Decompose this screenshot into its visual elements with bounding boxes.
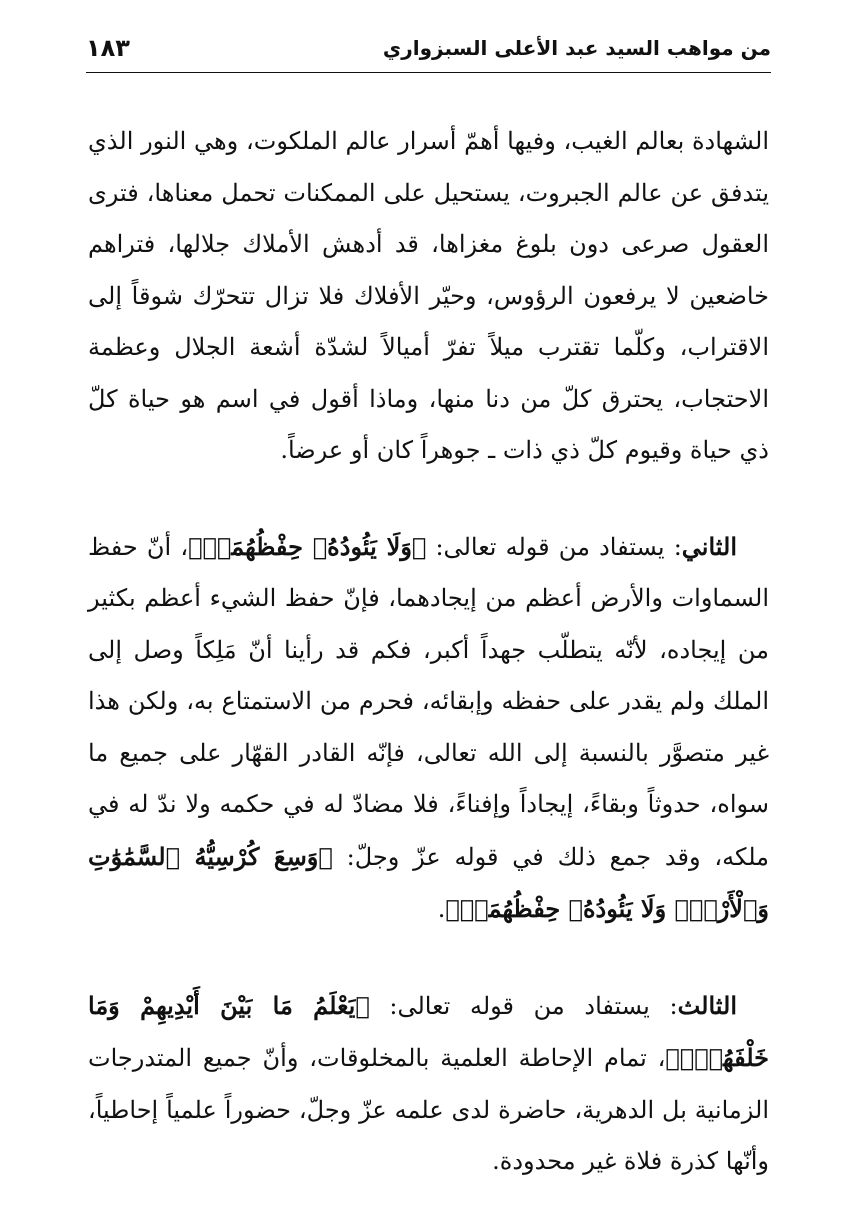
- paragraph-text: الشهادة بعالم الغيب، وفيها أهمّ أسرار عالم الملكوت، وهي النور الذي يتدفق عن عالم الجبروت، يستحيل على الممكنات تحمل معناها، فترى العقول صرعى دون بلوغ مغزاها، قد أدهش الأملاك جلالها، فتراهم خاضعين لا يرفعون الرؤوس، وحيّر الأفلاك فلا تزال تتحرّك شوقاً إلى الاقتراب، وكلّما تقترب ميلاً تفرّ أميالاً لشدّة أشعة الجلال وعظمة الاحتجاب، يحترق كلّ من دنا منها، وماذا أقول في اسم هو حياة كلّ ذي حياة وقيوم كلّ ذي ذات ـ جوهراً كان أو عرضاً.: [88, 127, 769, 464]
- paragraph-lead: الثالث: [677, 990, 737, 1020]
- paragraph-text: : يستفاد من قوله تعالى:: [369, 991, 678, 1020]
- running-title: من مواهب السيد عبد الأعلى السبزواري: [382, 36, 771, 60]
- quran-quote: ﴿يَعْلَمُ مَا بَيْنَ أَيْدِيهِمْ وَمَا خَلْفَهُمْۖ﴾: [88, 990, 769, 1072]
- paragraph-text: : يستفاد من قوله تعالى:: [426, 532, 682, 561]
- quran-quote: ﴿وَلَا يَئُودُهُۥ حِفْظُهُمَاۚ﴾: [188, 531, 427, 561]
- paragraph-lead: الثاني: [681, 531, 737, 561]
- paragraph-end: .: [437, 895, 446, 923]
- page-number: ١٨٣: [86, 34, 130, 62]
- running-header: [86, 30, 771, 73]
- paragraph-text: ، تمام الإحاطة العلمية بالمخلوقات، وأنّ جميع المتدرجات الزمانية بل الدهرية، حاضرة لدى علمه عزّ وجلّ، حضوراً علمياً إحاطياً، وأنّها كذرة فلاة غير محدودة.: [88, 1044, 769, 1175]
- body-text: [88, 116, 769, 1188]
- paragraph-text: ، أنّ حفظ السماوات والأرض أعظم من إيجادهما، فإنّ حفظ الشيء أعظم بكثير من إيجاده، لأنّه يتطلّب جهداً أكبر، فكم قد رأينا أنّ مَلِكاً وصل إلى الملك ولم يقدر على حفظه وإبقائه، فحرم من الاستمتاع به، ولكن هذا غير متصوَّر بالنسبة إلى الله تعالى، فإنّه القادر القهّار على جميع ما سواه، حدوثاً وبقاءً، إيجاداً وإفناءً، فلا مضادّ له في حكمه ولا ندّ له في ملكه، وقد جمع ذلك في قوله عزّ وجلّ:: [88, 532, 769, 871]
- paragraph-second: [88, 521, 769, 936]
- paragraph-third: [88, 980, 769, 1188]
- quran-quote: ﴿وَسِعَ كُرْسِيُّهُ ٱلسَّمَٰوَٰتِ وَٱلْأَرْضَۖ وَلَا يَئُودُهُۥ حِفْظُهُمَاۚ﴾: [88, 841, 769, 923]
- paragraph-continuation: [88, 116, 769, 477]
